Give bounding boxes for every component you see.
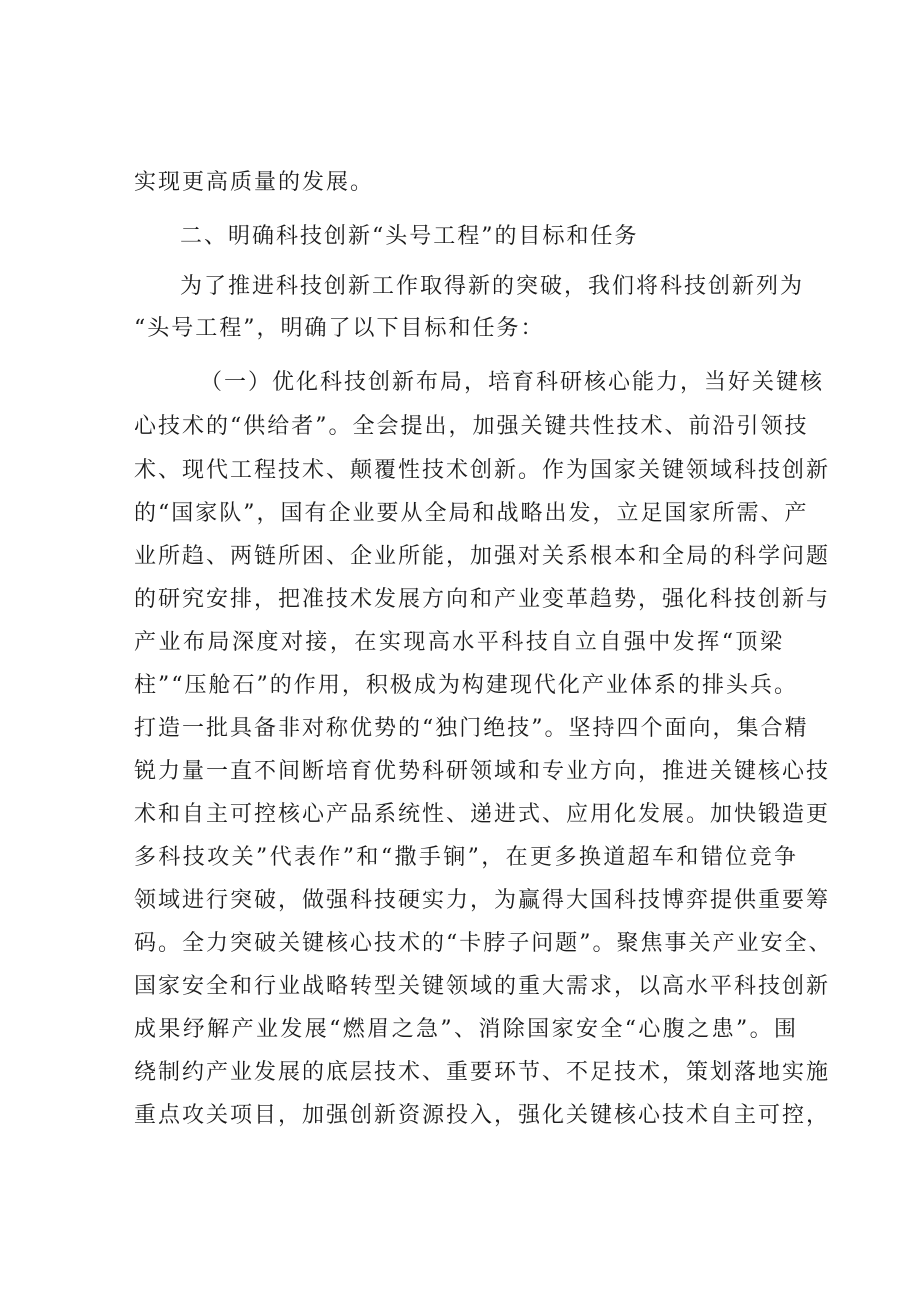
- body-text-line: 产业布局深度对接，在实现高水平科技自立自强中发挥“顶梁: [134, 630, 784, 655]
- body-text-line: 实现更高质量的发展。: [134, 170, 375, 195]
- body-text-line: 重点攻关项目，加强创新资源投入，强化关键核心技术自主可控，: [134, 1103, 831, 1128]
- body-text-line: 多科技攻关”代表作”和“撒手锏”，在更多换道超车和错位竞争: [134, 845, 798, 870]
- subsection-heading: （一）优化科技创新布局，培育科研核心能力，当好关键核: [200, 370, 825, 395]
- body-text-line: 术和自主可控核心产品系统性、递进式、应用化发展。加快锻造更: [134, 802, 831, 827]
- body-text-line: 心技术的“供给者”。全会提出，加强关键共性技术、前沿引领技: [134, 414, 809, 439]
- body-text-line: 成果纾解产业发展“燃眉之急”、消除国家安全“心腹之患”。围: [134, 1017, 798, 1042]
- body-text-line: “头号工程”，明确了以下目标和任务：: [134, 316, 545, 341]
- body-text-line: 术、现代工程技术、颠覆性技术创新。作为国家关键领域科技创新: [134, 458, 831, 483]
- body-text-line: 领域进行突破，做强科技硬实力，为赢得大国科技博弈提供重要筹: [134, 888, 831, 913]
- body-text-line: 绕制约产业发展的底层技术、重要环节、不足技术，策划落地实施: [134, 1060, 831, 1085]
- body-text-line: 柱”“压舱石”的作用，积极成为构建现代化产业体系的排头兵。: [134, 673, 798, 698]
- paragraph-first-line: 为了推进科技创新工作取得新的突破，我们将科技创新列为: [180, 274, 805, 299]
- section-heading: 二、明确科技创新“头号工程”的目标和任务: [180, 224, 639, 249]
- body-text-line: 国家安全和行业战略转型关键领域的重大需求，以高水平科技创新: [134, 974, 831, 999]
- body-text-line: 的研究安排，把准技术发展方向和产业变革趋势，强化科技创新与: [134, 587, 831, 612]
- body-text-line: 码。全力突破关键核心技术的“卡脖子问题”。聚焦事关产业安全、: [134, 931, 833, 956]
- body-text-line: 业所趋、两链所困、企业所能，加强对关系根本和全局的科学问题: [134, 544, 831, 569]
- body-text-line: 锐力量一直不间断培育优势科研领域和专业方向，推进关键核心技: [134, 759, 831, 784]
- body-text-line: 的“国家队”，国有企业要从全局和战略出发，立足国家所需、产: [134, 501, 809, 526]
- body-text-line: 打造一批具备非对称优势的“独门绝技”。坚持四个面向，集合精: [134, 716, 809, 741]
